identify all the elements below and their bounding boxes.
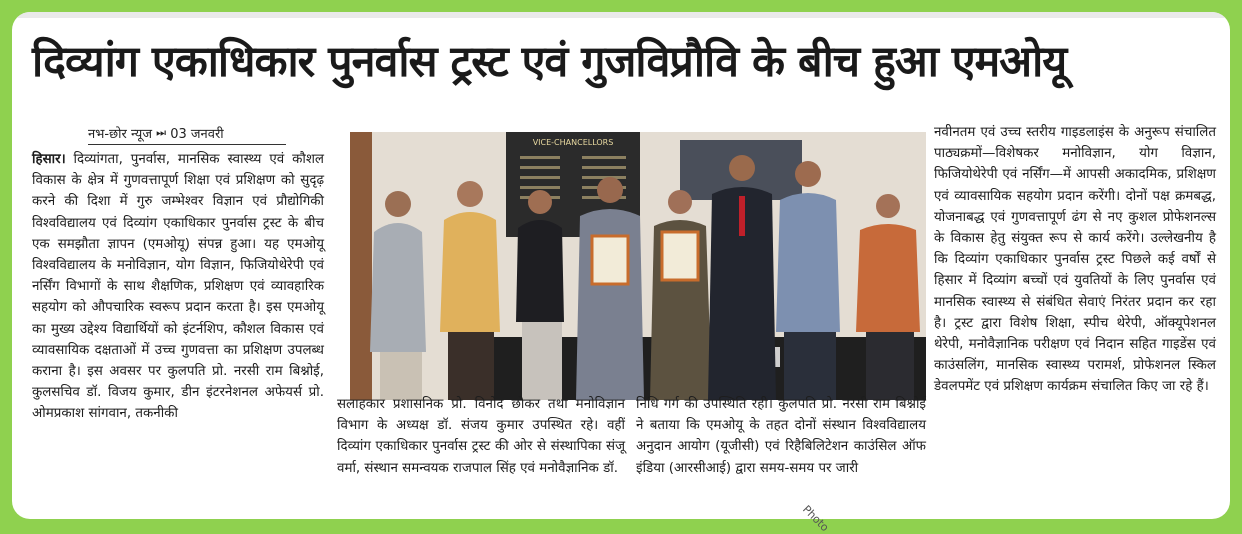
dateline-place: हिसार। [32,152,66,167]
top-strip [12,12,1230,18]
headline: दिव्यांग एकाधिकार पुनर्वास ट्रस्ट एवं गुजविप्रौवि के बीच हुआ एमओयू [32,37,1067,87]
column-2 [337,394,625,479]
column-2-text: सलाहकार प्रशासनिक प्रो. विनोद छोकर तथा मनोविज्ञान विभाग के अध्यक्ष डॉ. संजय कुमार उपस्थित रहे। वहीं दिव्यांग एकाधिकार पुनर्वास ट्रस्ट की ओर से संस्थापिका संजू वर्मा, संस्थान समन्वयक राजपाल सिंह एवं मनोवैज्ञानिक डॉ. [337,397,625,476]
person-6 [708,155,776,400]
column-1-text: दिव्यांगता, पुनर्वास, मानसिक स्वास्थ्य एवं कौशल विकास के क्षेत्र में गुणवत्तापूर्ण शिक्षा एवं प्रशिक्षण को सुदृढ़ करने की दिशा में गुरु जम्भेश्वर विज्ञान एवं प्रौद्योगिकी विश्वविद्यालय एवं दिव्यांग एकाधिकार पुनर्वास ट्रस्ट के बीच एक समझौता ज्ञापन (एमओयू) संपन्न हुआ। यह एमओयू विश्वविद्यालय के मनोविज्ञान, योग विज्ञान, फिजियोथेरेपी एवं नर्सिंग विभागों के साथ शैक्षणिक, प्रशिक्षण एवं व्यावहारिक सहयोग को औपचारिक स्वरूप प्रदान करता है। इस एमओयू का मुख्य उद्देश्य विद्यार्थियों को इंटर्नशिप, कौशल विकास एवं व्यावसायिक दक्षताओं में उच्च गुणवत्ता का प्रशिक्षण उपलब्ध कराना है। इस अवसर पर कुलपति प्रो. नरसी राम बिश्नोई, कुलसचिव डॉ. विजय कुमार, डीन इंटरनेशनल अफेयर्स प्रो. ओमप्रकाश सांगवान, तकनीकी [32,152,324,422]
board-title: VICE-CHANCELLORS [532,138,614,147]
mou-photo [350,132,926,400]
dateline [88,124,286,145]
news-source: नभ-छोर न्यूज [88,127,152,142]
corner-mark: Photo [800,502,832,534]
column-4-text: नवीनतम एवं उच्च स्तरीय गाइडलाइंस के अनुरूप संचालित पाठ्यक्रमों—विशेषकर मनोविज्ञान, योग विज्ञान, फिजियोथेरेपी एवं नर्सिंग—में आपसी अकादमिक, प्रशिक्षण एवं व्यावसायिक सहयोग प्रदान करेंगी। दोनों पक्ष क्रमबद्ध, योजनाबद्ध एवं गुणवत्तापूर्ण ढंग से नए कुशल प्रोफेशनल्स के विकास हेतु संयुक्त रूप से कार्य करेंगे। उल्लेखनीय है कि दिव्यांग एकाधिकार पुनर्वास ट्रस्ट पिछले कई वर्षों से हिसार में दिव्यांग बच्चों एवं युवतियों के लिए पुनर्वास एवं मानसिक स्वास्थ्य से संबंधित सेवाएं निरंतर प्रदान कर रहा है। ट्रस्ट द्वारा विशेष शिक्षा, स्पीच थेरेपी, ऑक्यूपेशनल थेरेपी, मनोवैज्ञानिक परीक्षण एवं निदान सहित गाइडेंस एवं काउंसलिंग, मानसिक स्वास्थ्य परामर्श, प्रोफेशनल स्किल डेवलपमेंट एवं प्रशिक्षण कार्यक्रम संचालित किए जा रहे हैं। [934,125,1216,395]
column-3-text: निधि गर्ग की उपस्थिति रही। कुलपति प्रो. नरसी राम बिश्नोई ने बताया कि एमओयू के तहत दोनों संस्थान विश्वविद्यालय अनुदान आयोग (यूजीसी) एवं रिहैबिलिटेशन काउंसिल ऑफ इंडिया (आरसीआई) द्वारा समय-समय पर जारी [636,397,926,476]
news-date: 03 जनवरी [170,127,224,142]
column-1 [32,149,324,425]
column-4 [934,122,1216,398]
news-clipping [12,12,1230,519]
group-photo-image [350,132,926,400]
fast-forward-icon: ⏭ [156,126,167,139]
column-3 [636,394,926,479]
